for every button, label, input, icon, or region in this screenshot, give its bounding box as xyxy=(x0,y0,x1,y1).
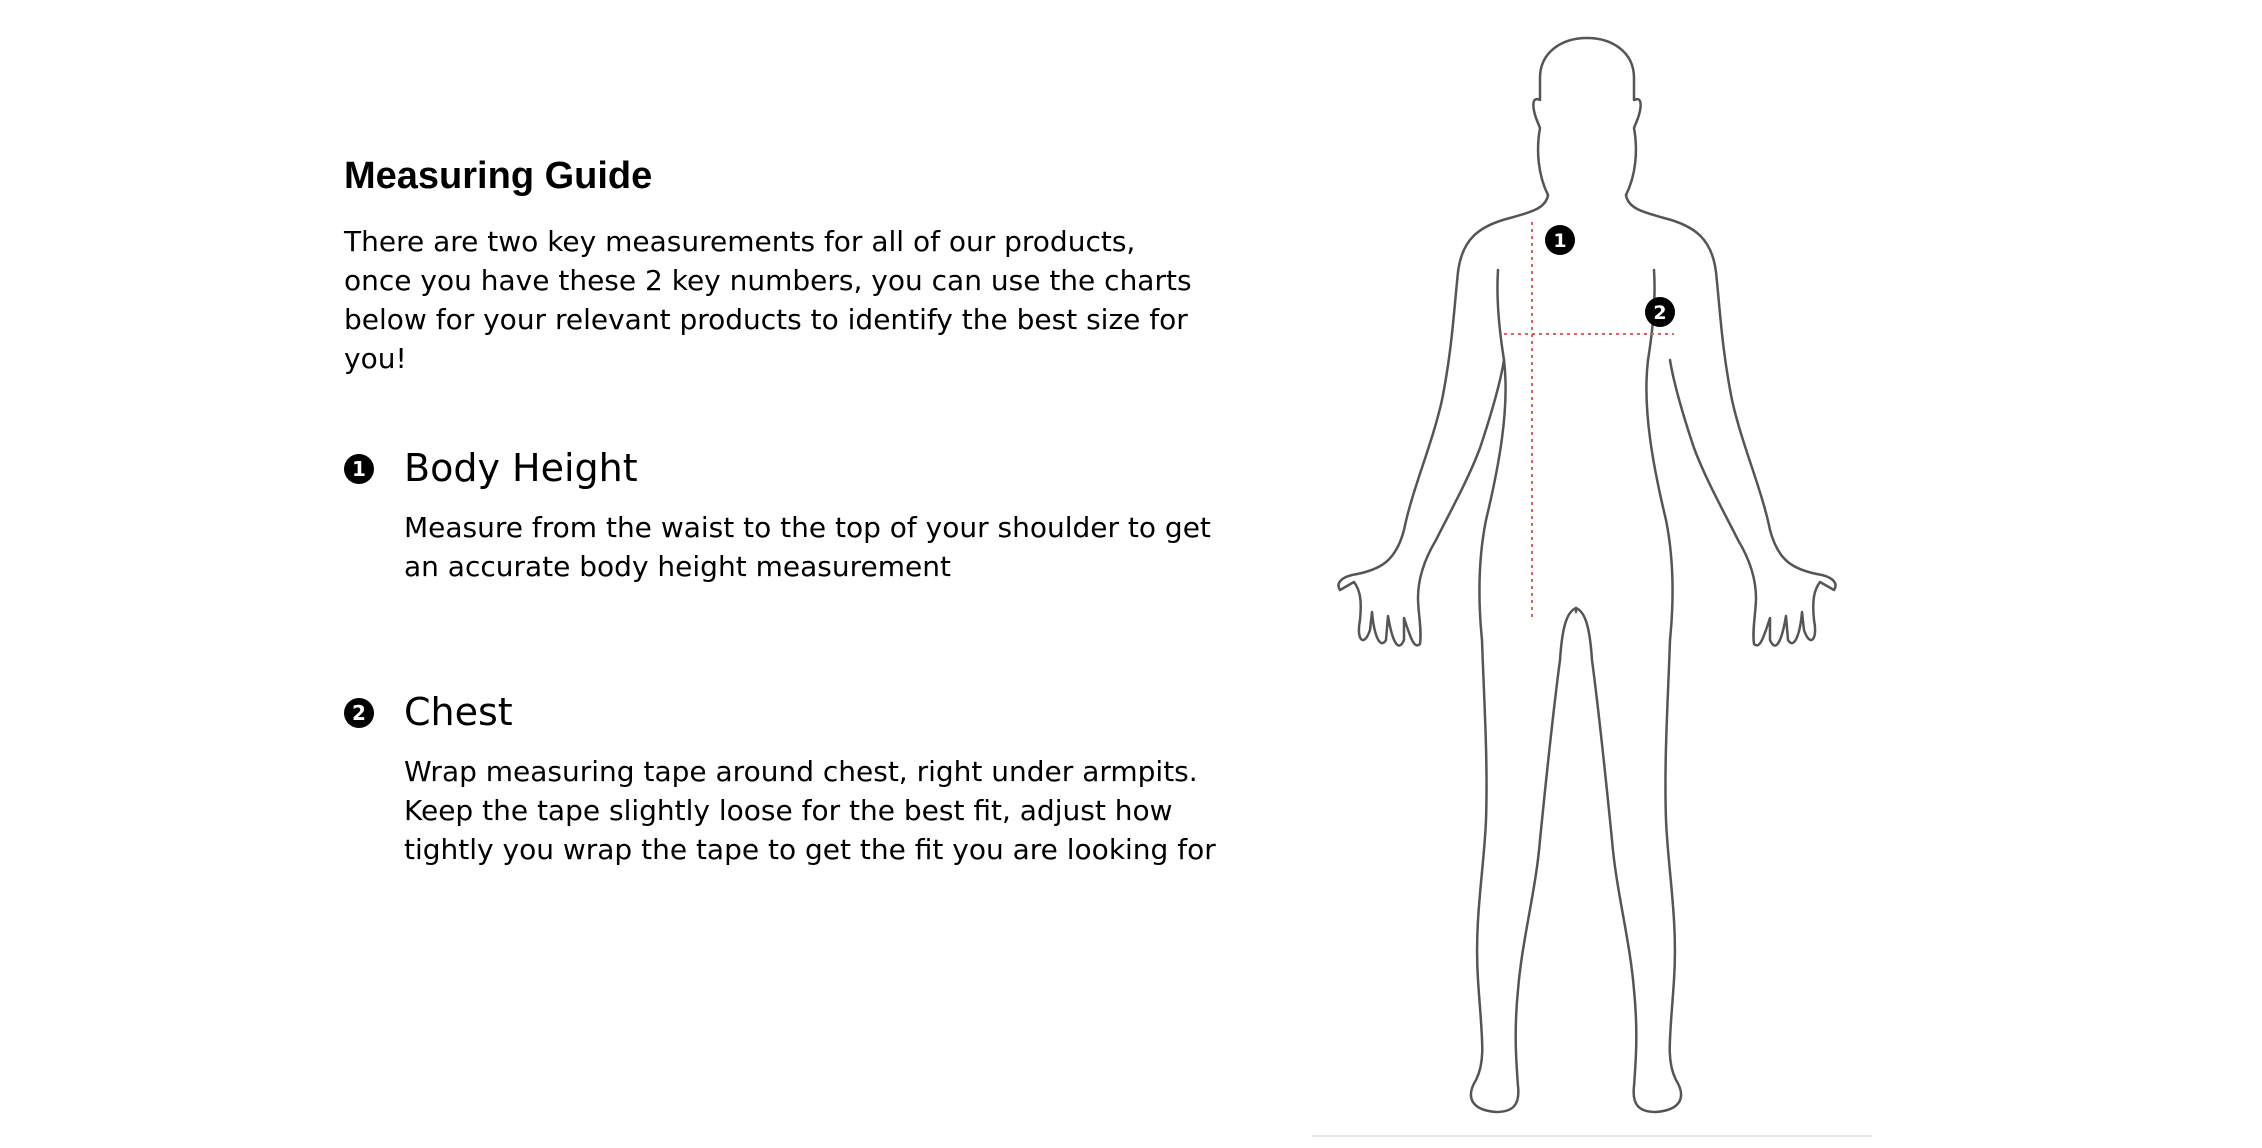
left-torso-outline xyxy=(1479,360,1505,640)
head-outline xyxy=(1533,38,1640,195)
body-outline-figure xyxy=(1300,0,1900,1148)
section-description xyxy=(404,508,1211,586)
marker-two-icon xyxy=(1645,297,1675,327)
right-arm-outline xyxy=(1626,195,1836,646)
right-torso-outline xyxy=(1646,360,1672,640)
guide-intro xyxy=(344,222,1192,378)
body-outline xyxy=(1339,38,1836,1112)
description-line: Wrap measuring tape around chest, right under armpits. xyxy=(404,755,1198,788)
intro-line: once you have these 2 key numbers, you can use the charts xyxy=(344,264,1192,297)
intro-line: below for your relevant products to identify the best size for xyxy=(344,303,1188,336)
right-leg-outline xyxy=(1576,608,1681,1112)
description-line: Keep the tape slightly loose for the best fit, adjust how xyxy=(404,794,1173,827)
human-body-outline-icon xyxy=(1300,0,1900,1148)
left-inner-arm xyxy=(1497,270,1504,360)
guide-title: Measuring Guide xyxy=(344,155,653,197)
left-leg-outline xyxy=(1471,608,1576,1112)
description-line: an accurate body height measurement xyxy=(404,550,951,583)
section-title: Body Height xyxy=(404,446,638,490)
description-line: Measure from the waist to the top of your shoulder to get xyxy=(404,511,1211,544)
description-line: tightly you wrap the tape to get the fit you are looking for xyxy=(404,833,1216,866)
marker-one-icon xyxy=(1545,225,1575,255)
marker-one-label: 1 xyxy=(1553,230,1567,252)
number-two-badge-icon: 2 xyxy=(344,698,374,728)
intro-line: There are two key measurements for all of our products, xyxy=(344,225,1136,258)
intro-line: you! xyxy=(344,342,407,375)
section-description xyxy=(404,752,1216,869)
section-title: Chest xyxy=(404,690,513,734)
marker-two-label: 2 xyxy=(1653,302,1667,324)
left-arm-outline xyxy=(1339,195,1549,646)
number-one-badge-icon: 1 xyxy=(344,454,374,484)
